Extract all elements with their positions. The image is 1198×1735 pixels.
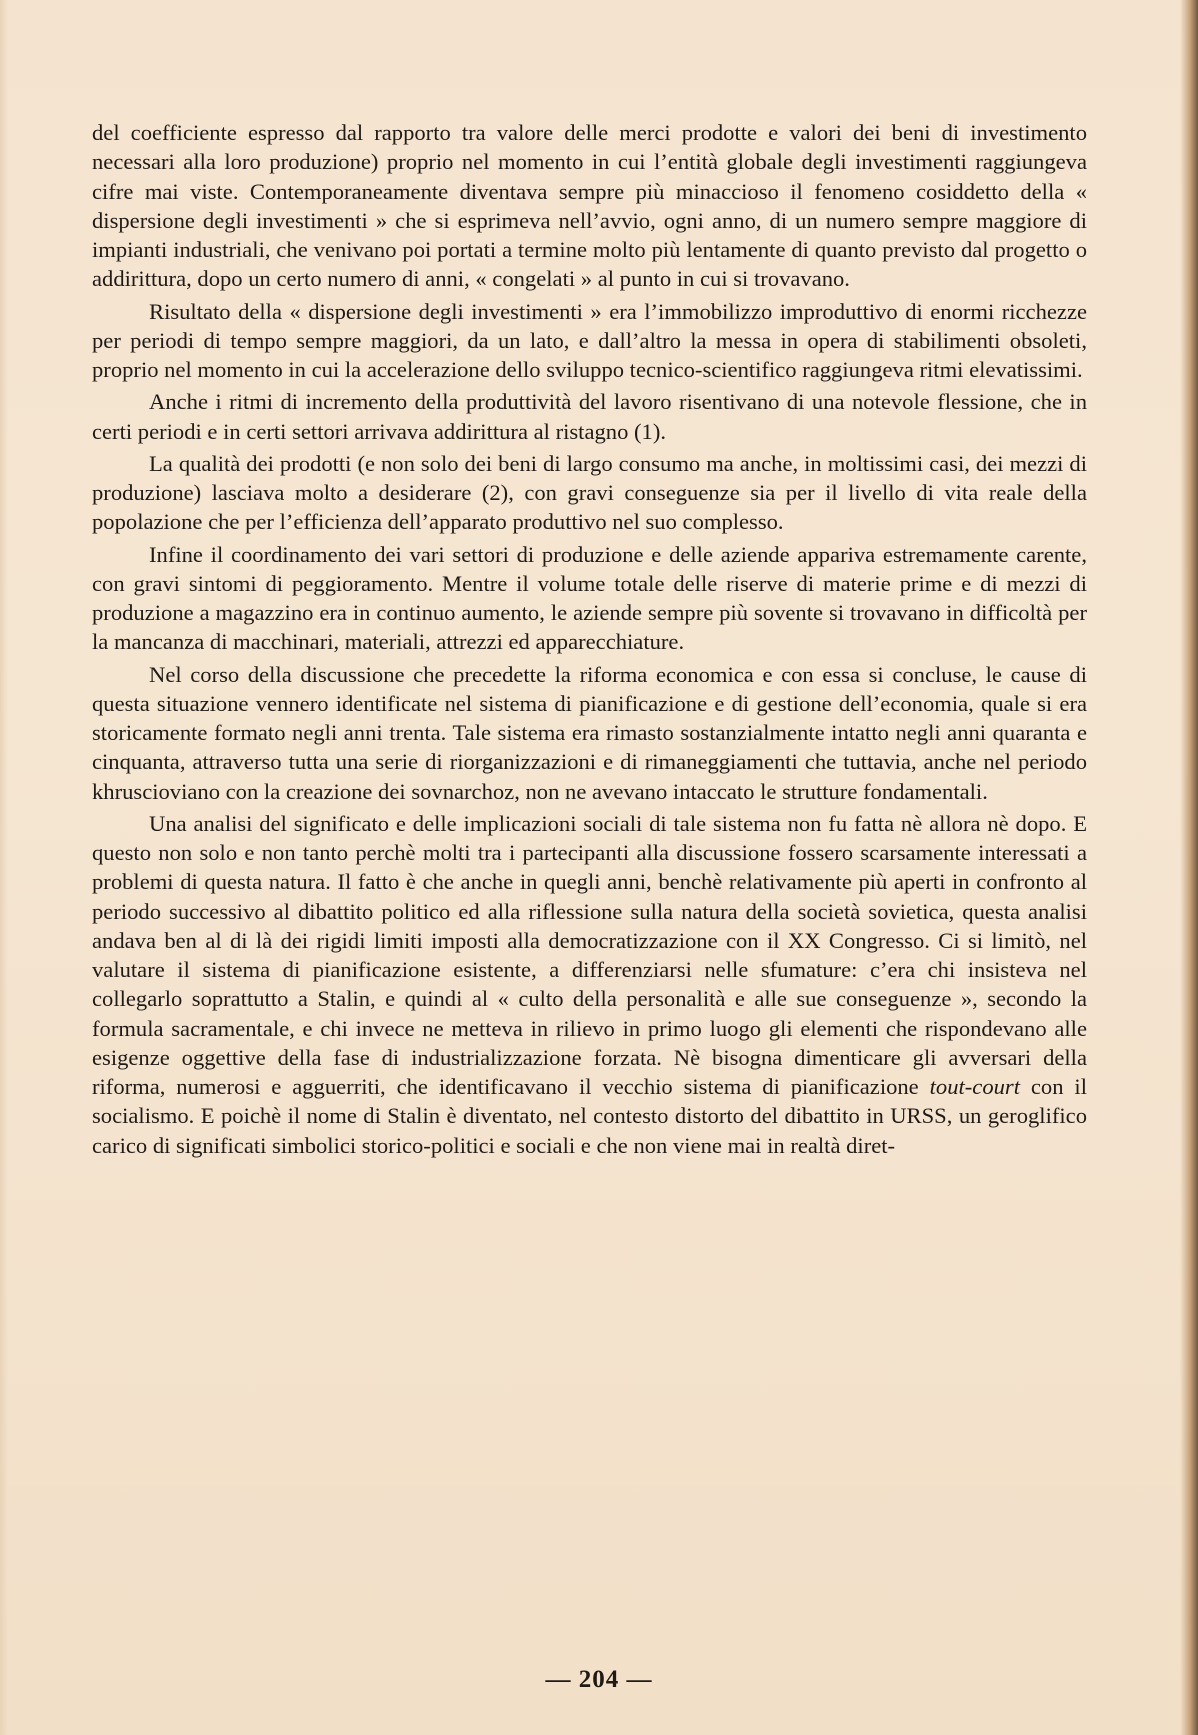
body-text (92, 118, 1087, 1163)
italic-term: tout-court (929, 1074, 1020, 1099)
paragraph-7-part-1: Una analisi del significato e delle implicazioni sociali di tale sistema non fu fatta nè allora nè dopo. E questo non solo e non tanto perchè molti tra i partecipanti alla discussione fossero scarsamente interessati a problemi di questa natura. Il fatto è che anche in quegli anni, benchè relativamente più aperti in confronto al periodo successivo al dibattito politico ed alla riflessione sulla natura della società sovietica, questa analisi andava ben al di là dei rigidi limiti imposti alla democratizzazione con il XX Congresso. Ci si limitò, nel valutare il sistema di pianificazione esistente, a differenziarsi nelle sfumature: c’era chi insisteva nel collegarlo soprattutto a Stalin, e quindi al « culto della personalità e alle sue conseguenze », secondo la formula sacramentale, e chi invece ne metteva in rilievo in primo luogo gli elementi che rispondevano alle esigenze oggettive della fase di industrializzazione forzata. Nè bisogna dimenticare gli avversari della riforma, numerosi e agguerriti, che identificavano il vecchio sistema di pianificazione (92, 810, 1087, 1099)
page-left-edge (0, 0, 8, 1735)
paragraph-6: Nel corso della discussione che precedette la riforma economica e con essa si concluse, le cause di questa situazione vennero identificate nel sistema di pianificazione e di gestione dell’economia, quale si era storicamente formato negli anni trenta. Tale sistema era rimasto sostanzialmente intatto negli anni quaranta e cinquanta, attraverso tutta una serie di riorganizzazioni e di rimaneggiamenti che tuttavia, anche nel periodo khruscioviano con la creazione dei sovnarchoz, non ne avevano intaccato le strutture fondamentali. (92, 661, 1087, 804)
page-right-edge (1180, 0, 1198, 1735)
paragraph-7-part-2: con il socialismo. E poichè il nome di Stalin è diventato, nel contesto distorto del dibattito in URSS, un geroglifico carico di significati simbolici storico-politici e sociali e che non viene mai in realtà diret- (92, 1074, 1087, 1158)
paragraph-4: La qualità dei prodotti (e non solo dei beni di largo consumo ma anche, in moltissimi casi, dei mezzi di produzione) lasciava molto a desiderare (2), con gravi conseguenze sia per il livello di vita reale della popolazione che per l’efficienza dell’apparato produttivo nel suo complesso. (92, 450, 1087, 535)
paragraph-3: Anche i ritmi di incremento della produttività del lavoro risentivano di una notevole flessione, che in certi periodi e in certi settori arrivava addirittura al ristagno (1). (92, 389, 1087, 444)
paragraph-2: Risultato della « dispersione degli investimenti » era l’immobilizzo improduttivo di enormi ricchezze per periodi di tempo sempre maggiori, da un lato, e dall’altro la messa in opera di stabilimenti obsoleti, proprio nel momento in cui la accelerazione dello sviluppo tecnico-scientifico raggiungeva ritmi elevatissimi. (92, 298, 1087, 382)
paragraph-5: Infine il coordinamento dei vari settori di produzione e delle aziende appariva estremamente carente, con gravi sintomi di peggioramento. Mentre il volume totale delle riserve di materie prime e di mezzi di produzione a magazzino era in continuo aumento, le aziende sempre più sovente si trovavano in difficoltà per la mancanza di macchinari, materiali, attrezzi ed apparecchiature. (92, 541, 1087, 655)
page-number: — 204 — (545, 1666, 653, 1693)
paragraph-7 (92, 809, 1087, 1160)
paragraph-1: del coefficiente espresso dal rapporto tra valore delle merci prodotte e valori dei beni di investimento necessari alla loro produzione) proprio nel momento in cui l’entità globale degli investimenti raggiungeva cifre mai viste. Contemporaneamente diventava sempre più minaccioso il fenomeno cosiddetto della « dispersione degli investimenti » che si esprimeva nell’avvio, ogni anno, di un numero sempre maggiore di impianti industriali, che venivano poi portati a termine molto più lentamente di quanto previsto dal progetto o addirittura, dopo un certo numero di anni, « congelati » al punto in cui si trovavano. (92, 120, 1087, 292)
